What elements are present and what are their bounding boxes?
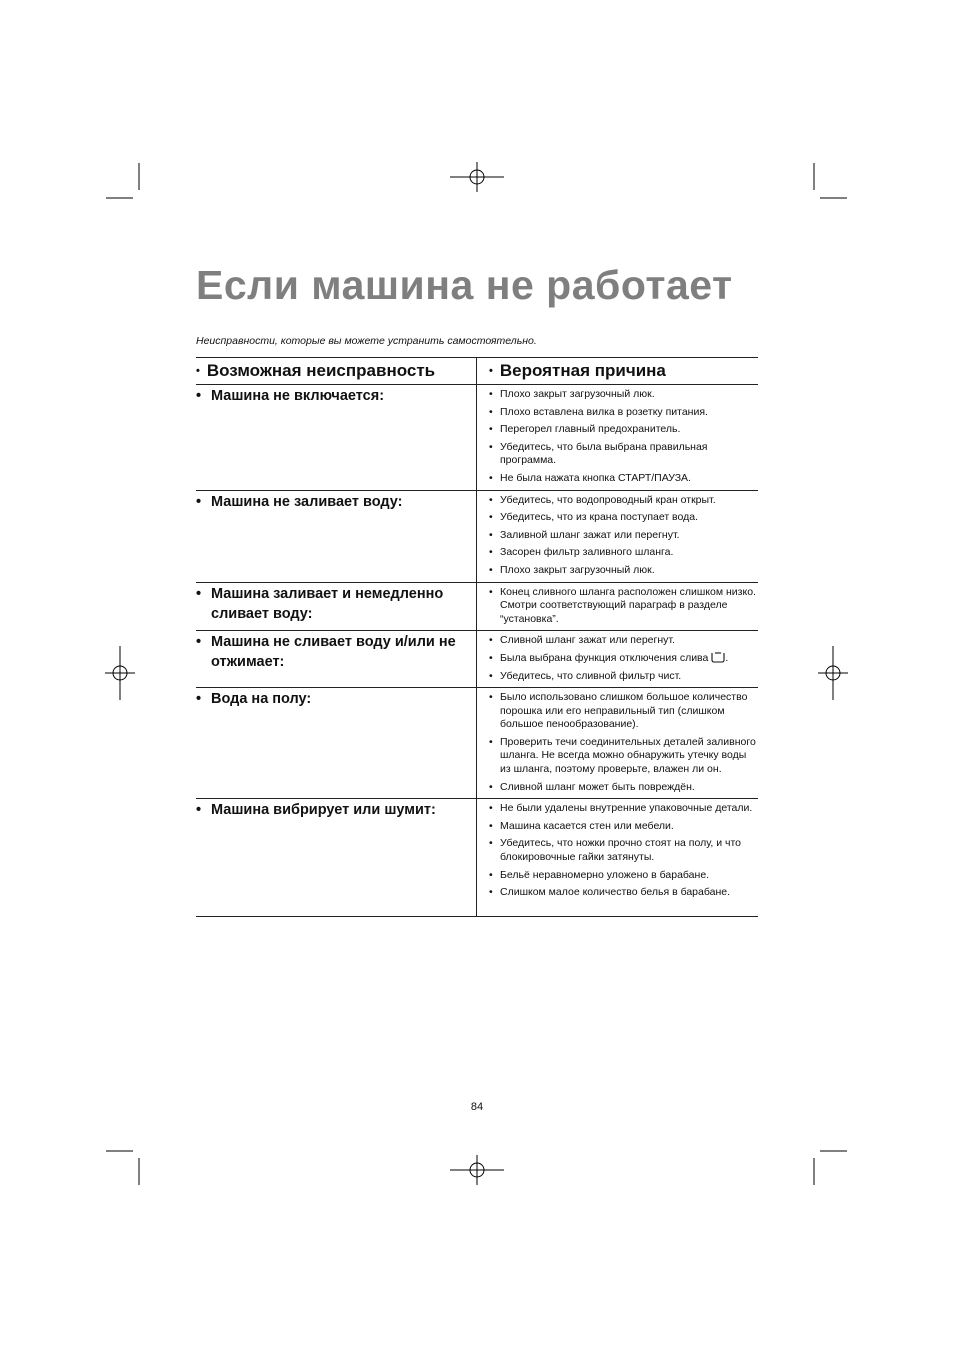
header-cell-fault [196, 358, 476, 384]
cause-item: • Плохо закрыт загрузочный люк. [489, 388, 758, 402]
troubleshooting-table [196, 357, 758, 917]
cause-list [489, 583, 758, 631]
bullet: • [196, 802, 202, 819]
cause-item: • Бельё неравномерно уложено в барабане. [489, 869, 758, 883]
cause-list [489, 799, 758, 904]
page-number: 84 [470, 1101, 484, 1113]
table-header-row [196, 358, 758, 385]
issue-label: Машина заливает и немедленно сливает воду: [211, 585, 444, 622]
cause-item: • Заливной шланг зажат или перегнут. [489, 529, 758, 543]
header-fault-label: Возможная неисправность [206, 361, 436, 380]
cause-item: • Убедитесь, что из крана поступает вода. [489, 511, 758, 525]
bullet: • [196, 388, 202, 404]
cause-item: • Убедитесь, что водопроводный кран открыт. [489, 494, 758, 508]
cause-item: • Плохо закрыт загрузочный люк. [489, 564, 758, 578]
page-subtitle: Неисправности, которые вы можете устранить самостоятельно. [196, 335, 537, 347]
bullet: • [196, 493, 202, 510]
header-bullet: • [196, 365, 200, 377]
table-row [196, 491, 758, 583]
cause-item: • Не была нажата кнопка СТАРТ/ПАУЗА. [489, 472, 758, 486]
cause-list [489, 491, 758, 582]
issue-label: Машина не сливает воду и/или не отжимает: [211, 634, 456, 671]
table-row [196, 385, 758, 491]
cause-list [489, 688, 758, 798]
issue-label: Вода на полу: [211, 691, 312, 708]
cause-list [489, 385, 758, 490]
cause-item: • Не были удалены внутренние упаковочные детали. [489, 802, 758, 816]
issue-label: Машина не включается: [211, 388, 385, 404]
header-bullet: • [489, 365, 493, 377]
cause-item [489, 652, 758, 666]
page-title: Если машина не работает [196, 262, 733, 308]
table-row [196, 688, 758, 799]
cause-item: • Машина касается стен или мебели. [489, 820, 758, 834]
cause-item: • Убедитесь, что ножки прочно стоят на полу, и что блокировочные гайки затянуты. [489, 837, 758, 864]
issue-label: Машина не заливает воду: [211, 493, 403, 510]
bullet: • [196, 585, 202, 602]
bullet: • [196, 691, 202, 708]
table-row [196, 631, 758, 688]
cause-item: • Было использовано слишком большое количество порошка или его неправильный тип (слишком большое пенообразование). [489, 691, 758, 732]
cause-suffix: . [725, 651, 729, 664]
cause-list [489, 631, 758, 687]
cause-item: • Плохо вставлена вилка в розетку питания. [489, 406, 758, 420]
drain-tub-icon [711, 652, 725, 663]
header-cell-cause [476, 358, 758, 384]
cause-item: • Засорен фильтр заливного шланга. [489, 546, 758, 560]
cause-item: • Убедитесь, что сливной фильтр чист. [489, 670, 758, 684]
cause-text: Была выбрана функция отключения слива [500, 651, 709, 664]
table-row [196, 799, 758, 917]
cause-item: • Проверить течи соединительных деталей заливного шланга. Не всегда можно обнаружить утечку воды из шланга, поэтому проверьте, влажен ли он. [489, 736, 758, 777]
cause-item: • Слишком малое количество белья в барабане. [489, 886, 758, 900]
cause-item: • Сливной шланг зажат или перегнут. [489, 634, 758, 648]
cause-item: • Конец сливного шланга расположен слишком низко. Смотри соответствующий параграф в разделе “установка”. [489, 586, 758, 627]
cause-item: • Сливной шланг может быть повреждён. [489, 781, 758, 795]
cause-item: • Убедитесь, что была выбрана правильная программа. [489, 441, 758, 468]
issue-label: Машина вибрирует или шумит: [211, 802, 436, 819]
header-cause-label: Вероятная причина [499, 361, 666, 380]
cause-item: • Перегорел главный предохранитель. [489, 423, 758, 437]
bullet: • [196, 634, 202, 651]
table-row [196, 583, 758, 632]
